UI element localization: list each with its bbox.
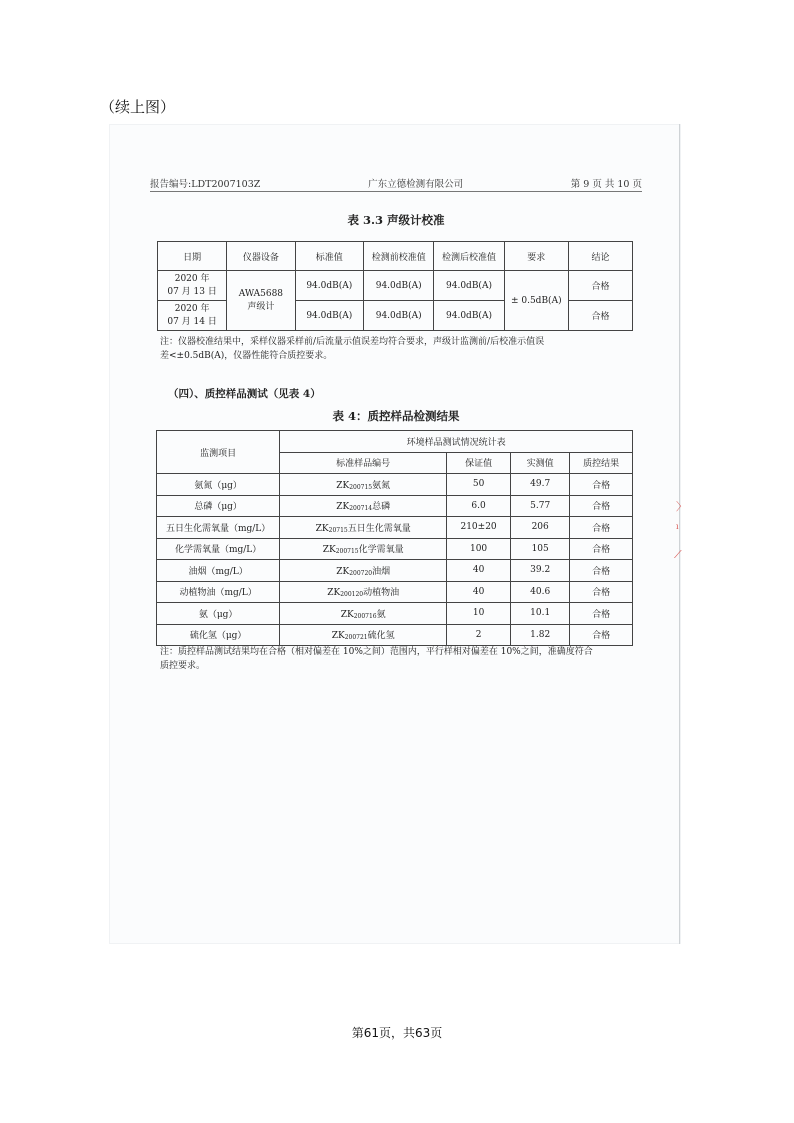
table-row	[157, 495, 633, 517]
cell-guaranteed: 100	[447, 538, 511, 560]
sound-level-calibration-table	[157, 241, 633, 331]
th-measured: 实测值	[511, 452, 570, 474]
cell-result: 合格	[570, 624, 633, 646]
code-name: 总磷	[372, 502, 391, 513]
th-before: 检测前校准值	[364, 242, 434, 271]
cell-item: 动植物油（mg/L）	[157, 581, 280, 603]
th-standard: 标准值	[295, 242, 364, 271]
code-number: 200120	[340, 591, 364, 599]
table-row	[157, 603, 633, 625]
cell-guaranteed: 210±20	[447, 517, 511, 539]
table-row	[157, 624, 633, 646]
cell-guaranteed: 10	[447, 603, 511, 625]
cell-measured: 40.6	[511, 581, 570, 603]
cell-item: 硫化氢（μg）	[157, 624, 280, 646]
th-group: 环境样品测试情况统计表	[280, 431, 633, 453]
scan-edge	[679, 124, 680, 944]
cell-result: 合格	[570, 581, 633, 603]
code-number: 20715	[328, 526, 348, 534]
cell-result: 合格	[570, 474, 633, 496]
cell-measured: 49.7	[511, 474, 570, 496]
cell-item: 氨氮（μg）	[157, 474, 280, 496]
company-name: 广东立德检测有限公司	[368, 179, 464, 190]
code-prefix: ZK	[327, 588, 341, 599]
code-prefix: ZK	[322, 545, 336, 556]
code-prefix: ZK	[340, 609, 354, 620]
code-name: 氨氮	[372, 480, 391, 491]
header-rule	[150, 191, 642, 192]
continued-label: （续上图）	[100, 98, 176, 116]
table33-title: 表 3.3 声级计校准	[347, 213, 445, 227]
th-code: 标准样品编号	[280, 452, 447, 474]
cell-after: 94.0dB(A)	[434, 301, 504, 331]
cell-before: 94.0dB(A)	[364, 301, 434, 331]
cell-code	[280, 624, 447, 646]
code-prefix: ZK	[315, 523, 329, 534]
table33-header-row	[158, 242, 633, 271]
cell-code	[280, 538, 447, 560]
cell-standard: 94.0dB(A)	[295, 271, 364, 301]
table-row	[158, 271, 633, 301]
cell-conclusion: 合格	[568, 271, 632, 301]
code-number: 200715	[335, 548, 359, 556]
cell-guaranteed: 40	[447, 560, 511, 582]
code-prefix: ZK	[336, 480, 350, 491]
cell-item: 氨（μg）	[157, 603, 280, 625]
th-requirement: 要求	[504, 242, 568, 271]
cell-requirement: ± 0.5dB(A)	[504, 271, 568, 331]
table4-note: 注：质控样品测试结果均在合格（相对偏差在 10%之间）范围内，平行样相对偏差在 10%之间，准确度符合 质控要求。	[160, 647, 593, 671]
cell-result: 合格	[570, 603, 633, 625]
stamp-fragment: ı	[676, 522, 679, 531]
report-number: 报告编号:LDT2007103Z	[150, 179, 261, 190]
cell-measured: 105	[511, 538, 570, 560]
th-item: 监测项目	[157, 431, 280, 474]
qc-sample-table	[156, 430, 633, 646]
cell-result: 合格	[570, 560, 633, 582]
cell-date: 2020 年 07 月 14 日	[158, 301, 227, 331]
code-name: 油烟	[372, 566, 391, 577]
cell-code	[280, 474, 447, 496]
code-name: 五日生化需氧量	[347, 523, 411, 534]
th-guaranteed: 保证值	[447, 452, 511, 474]
table-row	[157, 538, 633, 560]
table-row	[157, 560, 633, 582]
report-page: 第 9 页 共 10 页	[570, 179, 642, 190]
th-after: 检测后校准值	[434, 242, 504, 271]
cell-guaranteed: 50	[447, 474, 511, 496]
code-prefix: ZK	[336, 566, 350, 577]
cell-measured: 5.77	[511, 495, 570, 517]
code-number: 200714	[349, 505, 373, 513]
code-number: 200720	[349, 569, 373, 577]
cell-result: 合格	[570, 538, 633, 560]
cell-code	[280, 517, 447, 539]
cell-item: 化学需氧量（mg/L）	[157, 538, 280, 560]
cell-instrument: AWA5688 声级计	[227, 271, 295, 331]
qc-rows	[157, 474, 633, 646]
cell-code	[280, 603, 447, 625]
cell-after: 94.0dB(A)	[434, 271, 504, 301]
code-number: 200715	[349, 483, 373, 491]
code-prefix: ZK	[331, 631, 345, 642]
stamp-fragment: ⟋	[674, 548, 682, 561]
th-result: 质控结果	[570, 452, 633, 474]
cell-measured: 10.1	[511, 603, 570, 625]
table33-note: 注：仪器校准结果中，采样仪器采样前/后流量示值误差均符合要求，声级计监测前/后校准示值误 差<±0.5dB(A)，仪器性能符合质控要求。	[160, 337, 545, 361]
code-name: 氨	[376, 609, 386, 620]
page-footer: 第61页，共63页	[351, 1026, 443, 1040]
code-name: 硫化氢	[367, 631, 395, 642]
cell-code	[280, 560, 447, 582]
cell-before: 94.0dB(A)	[364, 271, 434, 301]
cell-conclusion: 合格	[568, 301, 632, 331]
cell-guaranteed: 2	[447, 624, 511, 646]
table-row	[157, 581, 633, 603]
cell-guaranteed: 6.0	[447, 495, 511, 517]
code-name: 动植物油	[363, 588, 400, 599]
th-instrument: 仪器设备	[227, 242, 295, 271]
table4-header-row-1	[157, 431, 633, 453]
cell-item: 油烟（mg/L）	[157, 560, 280, 582]
cell-measured: 206	[511, 517, 570, 539]
cell-measured: 1.82	[511, 624, 570, 646]
th-date: 日期	[158, 242, 227, 271]
cell-result: 合格	[570, 517, 633, 539]
table-row	[157, 517, 633, 539]
table4-title: 表 4：质控样品检测结果	[332, 409, 460, 423]
code-number: 200716	[353, 612, 377, 620]
cell-guaranteed: 40	[447, 581, 511, 603]
th-conclusion: 结论	[568, 242, 632, 271]
code-name: 化学需氧量	[358, 545, 404, 556]
cell-item: 五日生化需氧量（mg/L）	[157, 517, 280, 539]
cell-date: 2020 年 07 月 13 日	[158, 271, 227, 301]
stamp-fragment: 〉	[676, 500, 687, 513]
cell-result: 合格	[570, 495, 633, 517]
code-prefix: ZK	[336, 502, 350, 513]
cell-code	[280, 581, 447, 603]
section-heading: （四）、质控样品测试（见表 4）	[168, 388, 321, 400]
table-row	[157, 474, 633, 496]
cell-code	[280, 495, 447, 517]
cell-item: 总磷（μg）	[157, 495, 280, 517]
report-header	[150, 176, 642, 190]
cell-standard: 94.0dB(A)	[295, 301, 364, 331]
cell-measured: 39.2	[511, 560, 570, 582]
code-number: 200721	[344, 634, 368, 642]
